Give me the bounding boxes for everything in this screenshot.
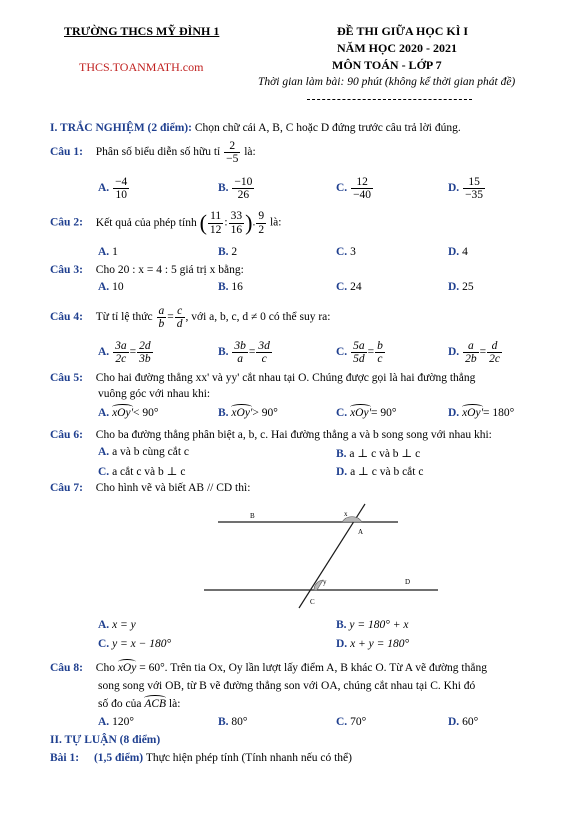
q1-option-d: D. $\frac{15}{-35}$ <box>448 176 484 202</box>
exam-time: Thời gian làm bài: 90 phút (không kể thời gian phát đề) <box>258 76 516 88</box>
q4-option-c: C. $\frac{5a}{5d}$ = $\frac{b}{c}$ <box>336 340 383 366</box>
q1-option-c: C. $\frac{12}{-40}$ <box>336 176 372 202</box>
q7-option-d: D. x + y = 180° <box>336 638 410 650</box>
exam-subject: MÔN TOÁN - LỚP 7 <box>332 58 442 72</box>
q4-option-b: B. $\frac{3b}{a}$ = $\frac{3d}{c}$ <box>218 340 270 366</box>
q6-option-c: C. a cắt c và b ⊥ c <box>98 466 186 478</box>
question-6: Câu 6: Cho ba đường thẳng phân biệt a, b, c. Hai đường thẳng a và b song song với nhau khi: <box>50 429 492 441</box>
label-x: x <box>344 510 348 518</box>
label-b: B <box>250 512 255 520</box>
label-d: D <box>405 578 411 586</box>
q3-option-c: C. 24 <box>336 281 362 293</box>
label-y: y <box>323 578 327 586</box>
question-8-line2: song song với OB, từ B vẽ đường thẳng son với OA, chúng cắt nhau tại C. Khi đó <box>98 680 476 692</box>
label-c: C <box>310 598 315 606</box>
q1-option-b: B. $\frac{-10}{26}$ <box>218 176 253 202</box>
q7-option-c: C. y = x − 180° <box>98 638 172 650</box>
exam-title: ĐỀ THI GIỮA HỌC KÌ I <box>337 24 469 38</box>
q8-option-d: D. 60° <box>448 716 479 728</box>
question-8-line3: số đo của ACB là: <box>98 698 181 710</box>
q2-option-c: C. 3 <box>336 246 356 258</box>
q2-option-a: A. 1 <box>98 246 118 258</box>
header-divider <box>307 99 472 100</box>
q6-option-b: B. a ⊥ c và b ⊥ c <box>336 448 421 460</box>
q8-option-a: A. 120° <box>98 716 134 728</box>
question-3: Câu 3: Cho 20 : x = 4 : 5 giá trị x bằng: <box>50 264 244 276</box>
question-2: Câu 2: Kết quả của phép tính ( $\frac{11}{12}$ : $\frac{33}{16}$ ). $\frac{9}{2}$ là: <box>50 210 282 236</box>
q5-option-c: C. xOy'= 90° <box>336 407 397 419</box>
q5-option-d: D. xOy'= 180° <box>448 407 515 419</box>
label-a: A <box>358 528 364 536</box>
part2-heading: II. TỰ LUẬN (8 điểm) <box>50 734 161 746</box>
question-5: Câu 5: Cho hai đường thẳng xx' và yy' cắt nhau tại O. Chúng được gọi là hai đường thẳng <box>50 372 476 384</box>
website: THCS.TOANMATH.com <box>79 60 204 74</box>
q6-option-d: D. a ⊥ c và b cắt c <box>336 466 424 478</box>
question-8: Câu 8: Cho xOy = 60°. Trên tia Ox, Oy lần lượt lấy điểm A, B khác O. Từ A vẽ đường thẳng <box>50 662 487 674</box>
q3-option-b: B. 16 <box>218 281 243 293</box>
exam-year: NĂM HỌC 2020 - 2021 <box>337 41 457 55</box>
question-4: Câu 4: Từ tỉ lệ thức $\frac{a}{b}$ = $\frac{c}{d}$ , với a, b, c, d ≠ 0 có thể suy ra: <box>50 305 331 331</box>
question-5-line2: vuông góc với nhau khi: <box>98 388 211 400</box>
q8-option-c: C. 70° <box>336 716 367 728</box>
part1-heading: I. TRẮC NGHIỆM (2 điểm): Chọn chữ cái A, B, C hoặc D đứng trước câu trả lời đúng. <box>50 122 461 134</box>
q6-option-a: A. a và b cùng cắt c <box>98 446 190 458</box>
geometry-figure <box>190 500 450 610</box>
q4-option-a: A. $\frac{3a}{2c}$ = $\frac{2d}{3b}$ <box>98 340 151 366</box>
q7-option-a: A. x = y <box>98 619 136 631</box>
question-7: Câu 7: Cho hình vẽ và biết AB // CD thì: <box>50 482 251 494</box>
q7-option-b: B. y = 180° + x <box>336 619 409 631</box>
q1-fraction: $\frac{2}{-5}$ <box>226 140 239 166</box>
q1-option-a: A. $\frac{-4}{10}$ <box>98 176 128 202</box>
q2-option-d: D. 4 <box>448 246 468 258</box>
q5-option-a: A. xOy'< 90° <box>98 407 159 419</box>
q3-option-d: D. 25 <box>448 281 474 293</box>
q4-option-d: D. $\frac{a}{2b}$ = $\frac{d}{2c}$ <box>448 340 500 366</box>
q5-option-b: B. xOy'> 90° <box>218 407 278 419</box>
q2-option-b: B. 2 <box>218 246 238 258</box>
bai-1: Bài 1: (1,5 điểm) Thực hiện phép tính (Tính nhanh nếu có thể) <box>50 752 352 764</box>
school-name: TRƯỜNG THCS MỸ ĐÌNH 1 <box>64 24 220 38</box>
q3-option-a: A. 10 <box>98 281 124 293</box>
q8-option-b: B. 80° <box>218 716 248 728</box>
question-1: Câu 1: Phân số biểu diễn số hữu tỉ $\frac{2}{-5}$ là: <box>50 140 256 166</box>
